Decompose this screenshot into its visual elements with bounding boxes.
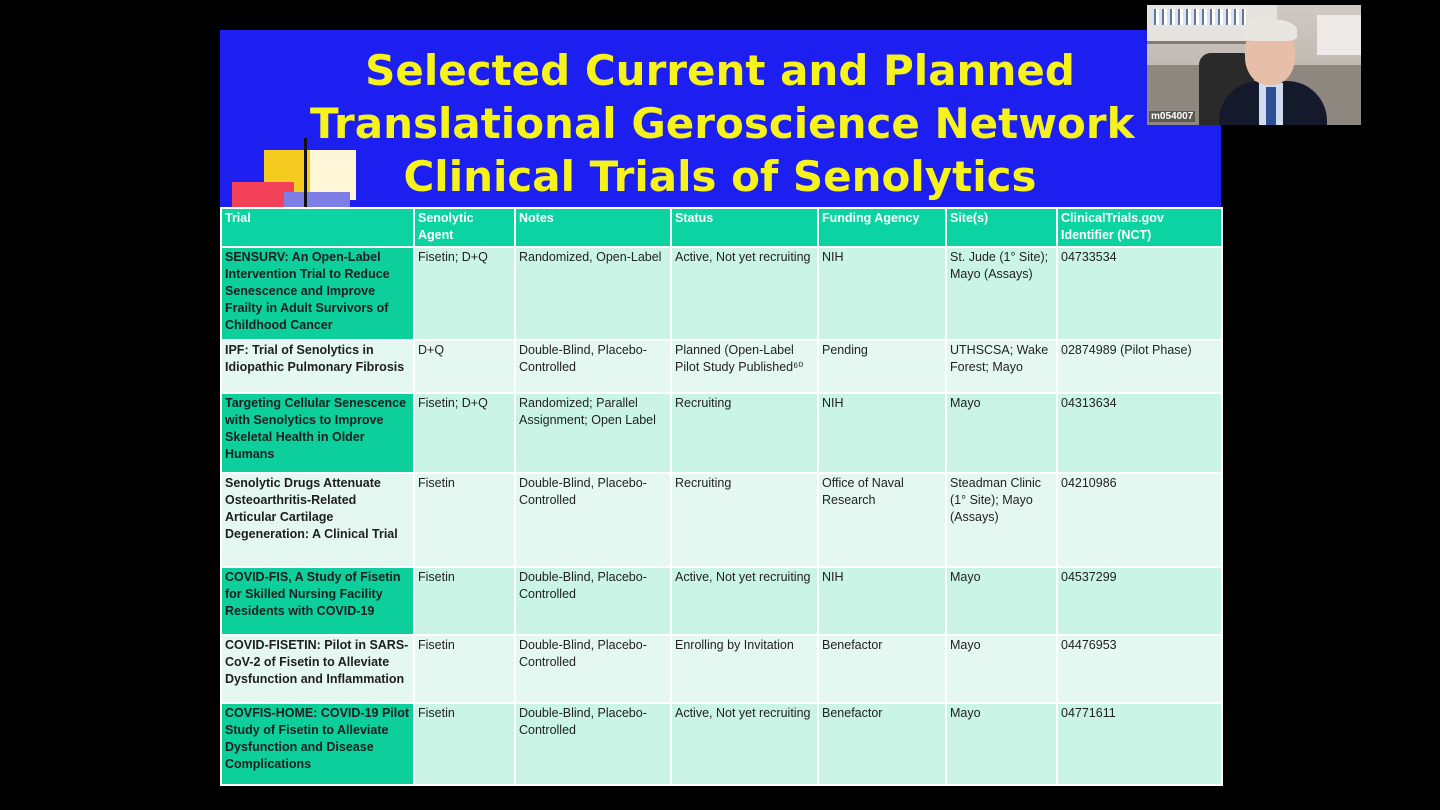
notes-cell: Double-Blind, Placebo-Controlled <box>515 340 671 393</box>
clinical-trials-table <box>220 207 1223 786</box>
agent-cell: Fisetin <box>414 473 515 567</box>
agent-cell: Fisetin <box>414 635 515 703</box>
notes-cell: Double-Blind, Placebo-Controlled <box>515 703 671 785</box>
trial-cell: COVID-FIS, A Study of Fisetin for Skilled Nursing Facility Residents with COVID-19 <box>221 567 414 635</box>
agent-cell: Fisetin; D+Q <box>414 247 515 340</box>
status-cell: Active, Not yet recruiting <box>671 247 818 340</box>
participant-video-tile[interactable] <box>1147 5 1361 125</box>
nct-cell: 04733534 <box>1057 247 1222 340</box>
title-line: Clinical Trials of Senolytics <box>403 152 1037 201</box>
nct-cell: 04210986 <box>1057 473 1222 567</box>
funding-cell: Benefactor <box>818 703 946 785</box>
sites-cell: UTHSCSA; Wake Forest; Mayo <box>946 340 1057 393</box>
notes-cell: Double-Blind, Placebo-Controlled <box>515 635 671 703</box>
trial-cell: SENSURV: An Open-Label Intervention Trial to Reduce Senescence and Improve Frailty in Adult Survivors of Childhood Cancer <box>221 247 414 340</box>
notes-cell: Randomized, Open-Label <box>515 247 671 340</box>
agent-cell: Fisetin <box>414 567 515 635</box>
funding-cell: Office of Naval Research <box>818 473 946 567</box>
header-status: Status <box>671 208 818 247</box>
speaker-tie <box>1266 87 1276 125</box>
status-cell: Planned (Open-Label Pilot Study Published⁶⁰ <box>671 340 818 393</box>
agent-cell: D+Q <box>414 340 515 393</box>
table-row <box>221 567 1222 635</box>
trial-cell: COVFIS-HOME: COVID-19 Pilot Study of Fisetin to Alleviate Dysfunction and Disease Complications <box>221 703 414 785</box>
header-trial: Trial <box>221 208 414 247</box>
sites-cell: Mayo <box>946 703 1057 785</box>
title-line: Selected Current and Planned <box>365 46 1075 95</box>
trial-cell: COVID-FISETIN: Pilot in SARS-CoV-2 of Fisetin to Alleviate Dysfunction and Inflammation <box>221 635 414 703</box>
status-cell: Recruiting <box>671 473 818 567</box>
status-cell: Active, Not yet recruiting <box>671 703 818 785</box>
sites-cell: Mayo <box>946 393 1057 473</box>
whiteboard <box>1317 15 1361 55</box>
presentation-slide <box>220 30 1221 780</box>
sites-cell: Mayo <box>946 567 1057 635</box>
funding-cell: Benefactor <box>818 635 946 703</box>
funding-cell: NIH <box>818 393 946 473</box>
header-nct-identifier: ClinicalTrials.gov Identifier (NCT) <box>1057 208 1222 247</box>
sites-cell: Mayo <box>946 635 1057 703</box>
notes-cell: Randomized; Parallel Assignment; Open Label <box>515 393 671 473</box>
table-row <box>221 635 1222 703</box>
sites-cell: St. Jude (1° Site); Mayo (Assays) <box>946 247 1057 340</box>
funding-cell: NIH <box>818 247 946 340</box>
nct-cell: 04771611 <box>1057 703 1222 785</box>
trial-cell: Senolytic Drugs Attenuate Osteoarthritis-Related Articular Cartilage Degeneration: A Clinical Trial <box>221 473 414 567</box>
status-cell: Enrolling by Invitation <box>671 635 818 703</box>
table-row <box>221 703 1222 785</box>
table-row <box>221 340 1222 393</box>
nct-cell: 04537299 <box>1057 567 1222 635</box>
funding-cell: NIH <box>818 567 946 635</box>
funding-cell: Pending <box>818 340 946 393</box>
notes-cell: Double-Blind, Placebo-Controlled <box>515 567 671 635</box>
nct-cell: 02874989 (Pilot Phase) <box>1057 340 1222 393</box>
title-banner <box>220 30 1221 207</box>
table-row <box>221 473 1222 567</box>
trial-cell: IPF: Trial of Senolytics in Idiopathic Pulmonary Fibrosis <box>221 340 414 393</box>
nct-cell: 04476953 <box>1057 635 1222 703</box>
header-senolytic-agent: Senolytic Agent <box>414 208 515 247</box>
status-cell: Active, Not yet recruiting <box>671 567 818 635</box>
status-cell: Recruiting <box>671 393 818 473</box>
table-row <box>221 393 1222 473</box>
agent-cell: Fisetin <box>414 703 515 785</box>
title-line: Translational Geroscience Network <box>310 99 1135 148</box>
nct-cell: 04313634 <box>1057 393 1222 473</box>
trial-cell: Targeting Cellular Senescence with Senolytics to Improve Skeletal Health in Older Humans <box>221 393 414 473</box>
slide-title <box>310 44 1135 203</box>
participant-name-label: m054007 <box>1151 111 1194 122</box>
table-row <box>221 247 1222 340</box>
sites-cell: Steadman Clinic (1° Site); Mayo (Assays) <box>946 473 1057 567</box>
notes-cell: Double-Blind, Placebo-Controlled <box>515 473 671 567</box>
speaker-hair <box>1243 19 1297 41</box>
books <box>1151 9 1246 25</box>
header-notes: Notes <box>515 208 671 247</box>
table-header-row <box>221 208 1222 247</box>
header-funding-agency: Funding Agency <box>818 208 946 247</box>
header-sites: Site(s) <box>946 208 1057 247</box>
agent-cell: Fisetin; D+Q <box>414 393 515 473</box>
